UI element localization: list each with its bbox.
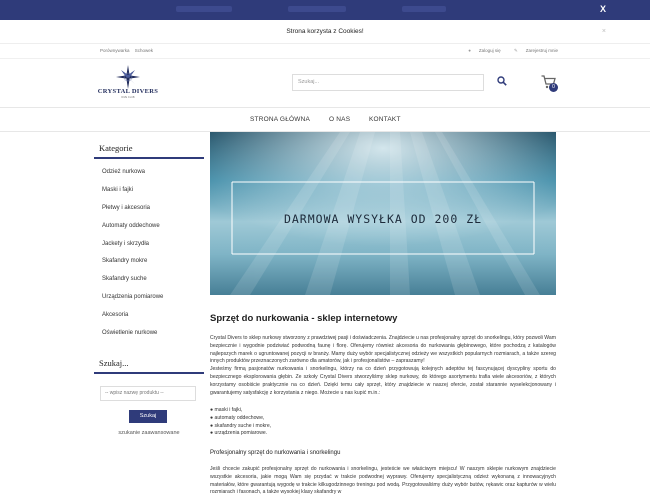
list-item-text: maski i fajki,	[214, 407, 243, 413]
category-item[interactable]: Automaty oddechowe	[102, 222, 160, 229]
nav-item-home[interactable]: STRONA GŁÓWNA	[250, 116, 311, 123]
article-paragraph-text: Crystal Divers to sklep nurkowy stworzony z prawdziwej pasji i doświadczenia. Znajdziecie u nas profesjonalny sprzęt do snorkelingu, który pozwoli Wam bezpiecznie i wygodnie podziwiać podwodną faunę i florę. Oferujemy również akcesoria do nurkowania głębinowego, które pochodzą z katalogów najlepszych marek o ugruntowanej pozycji w branży. Mamy duży wybór specjalistycznej odzieży we wszystkich popularnych rozmiarach, a także szereg innych produktów przeznaczonych zarówno dla amatorów, jak i profesjonalistów – zapraszamy!	[210, 335, 556, 365]
category-item[interactable]: Oświetlenie nurkowe	[102, 330, 158, 337]
article-subtitle: Profesjonalny sprzęt do nurkowania i snorkelingu	[210, 450, 341, 456]
login-link[interactable]	[462, 48, 500, 53]
contact-phone-blurred	[176, 6, 232, 12]
logo-name[interactable]: CRYSTAL DIVERS	[97, 88, 159, 95]
pencil-icon: ✎	[513, 48, 518, 53]
logo-tagline: DIVE CLUB	[121, 96, 135, 99]
compare-link[interactable]: Porównywarka	[100, 48, 130, 53]
product-search-input[interactable]: -- wpisz nazwę produktu --	[100, 386, 196, 401]
account-links	[456, 48, 558, 54]
main-nav	[0, 108, 650, 132]
categories-list	[94, 164, 204, 343]
category-item[interactable]: Maski i fajki	[102, 186, 134, 193]
article-paragraph: Jeśli chcecie zakupić profesjonalny sprzęt do nurkowania i snorkelingu, jesteście we właściwym miejscu! W naszym sklepie nurkowym znajdziecie wszystkie akcesoria, jakie mogą Wam się przydać w trakcie podwodnej wyprawy. Oferujemy specjalistyczną odzież wykonaną z innowacyjnych materiałów, które gwarantują wygodę w trakcie kilkugodzinnego treningu pod wodą. Przygotowaliśmy duży wybór butów, rękawic oraz kapturów w wielu rozmiarach i fasonach, a także wysokiej klasy skafandry w	[210, 466, 556, 496]
advanced-search-link[interactable]: szukanie zaawansowane	[118, 430, 180, 436]
register-link[interactable]	[508, 48, 558, 53]
login-label: Zaloguj się	[478, 48, 501, 53]
contact-email-blurred	[288, 6, 346, 12]
article-list	[210, 407, 410, 438]
search-input[interactable]: Szukaj...	[292, 74, 484, 91]
product-search-button[interactable]: Szukaj	[129, 410, 167, 423]
list-item: ● maski i fajki,	[210, 407, 243, 413]
category-item[interactable]: Skafandry mokre	[102, 258, 148, 265]
banner-headline: DARMOWA WYSYŁKA OD 200 ZŁ	[283, 212, 483, 226]
category-item[interactable]: Urządzenia pomiarowe	[102, 294, 164, 301]
logo-compass-icon[interactable]	[94, 64, 162, 106]
register-label: Zarejestruj mnie	[525, 48, 558, 53]
contact-hours-blurred	[402, 6, 446, 12]
category-item[interactable]: Odzież nurkowa	[102, 169, 146, 175]
utility-links	[100, 48, 157, 53]
category-item[interactable]: Płetwy i akcesoria	[102, 204, 151, 211]
list-item-text: automaty oddechowe,	[214, 414, 265, 421]
cookie-close-button[interactable]: X	[599, 4, 606, 14]
article-title: Sprzęt do nurkowania - sklep internetowy	[210, 313, 398, 324]
category-item[interactable]: Akcesoria	[102, 312, 129, 319]
sidebar-search-heading: Szukaj...	[94, 354, 204, 374]
user-icon: ●	[468, 48, 471, 53]
wishlist-link[interactable]: Schowek	[134, 48, 154, 53]
cookie-message: Strona korzysta z Cookies!	[0, 20, 650, 44]
nav-item-contact[interactable]: KONTAKT	[369, 116, 401, 123]
article-paragraph	[210, 335, 556, 397]
list-item: ● urządzenia pomiarowe.	[210, 430, 268, 437]
nav-item-about[interactable]: O NAS	[329, 116, 351, 123]
promo-banner[interactable]	[210, 132, 556, 295]
list-item: ● automaty oddechowe,	[210, 414, 265, 421]
list-item: ● skafandry suche i mokre,	[210, 422, 272, 429]
cookie-dismiss-icon[interactable]: ×	[601, 28, 606, 35]
article-paragraph-text: Jesteśmy firmą pasjonatów nurkowania i snorkelingu, którzy na co dzień przygotowują kolejnych adeptów tej fascynującej dyscypliny sportu do bezpiecznego eksplorowania głębin. Ze szkoły Crystal Divers stworzyliśmy sklep nurkowy, do którego asortymentu trafia wiele akcesoriów, z których korzystamy osobiście praktycznie na co dzień. Dzięki temu cały sprzęt, który znajdziecie w naszej ofercie, został starannie wyselekcjonowany i gwarantujemy satysfakcję z korzystania z niego. Możecie u nas kupić m.in.:	[210, 366, 556, 396]
list-item-text: urządzenia pomiarowe.	[214, 430, 268, 437]
categories-heading: Kategorie	[94, 139, 204, 159]
divider	[0, 58, 650, 59]
top-contact-bar	[0, 0, 650, 20]
cart-count-badge: 0	[549, 83, 558, 92]
search-icon[interactable]	[497, 76, 507, 86]
category-item[interactable]: Skafandry suche	[102, 276, 147, 283]
list-item-text: skafandry suche i mokre,	[214, 422, 272, 429]
category-item[interactable]: Jackety i skrzydła	[102, 240, 150, 247]
